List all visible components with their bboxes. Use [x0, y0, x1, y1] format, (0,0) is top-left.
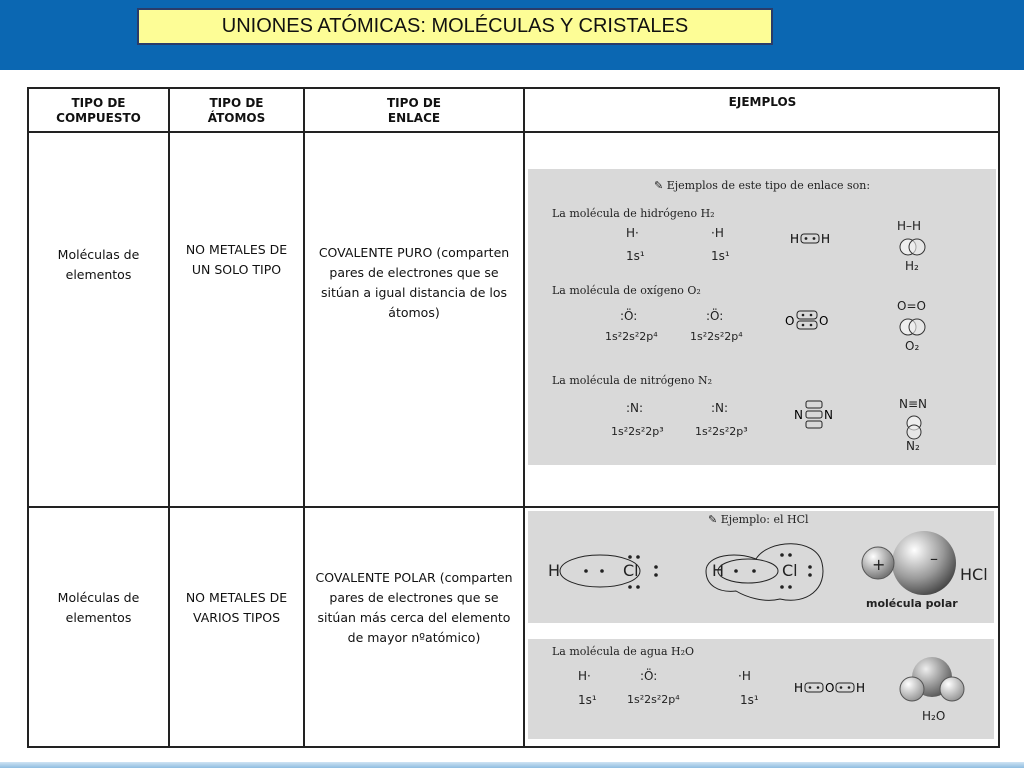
electron-pair-icon [784, 307, 836, 333]
svg-text:H: H [794, 681, 804, 695]
sphere-model-icon [896, 653, 968, 709]
row1-bond: COVALENTE PURO (comparten pares de electrones que se sitúan a igual distancia de los átomos) [318, 245, 510, 320]
water-config-o: 1s²2s²2p⁴ [627, 693, 680, 706]
water-atom-o: :Ö: [640, 669, 658, 683]
row1-compound: Moléculas de elementos [57, 246, 140, 282]
orbital-overlap-icon [898, 237, 928, 257]
svg-text:H: H [856, 681, 866, 695]
n2-label: La molécula de nitrógeno N₂ [552, 374, 712, 387]
electron-pair-icon [794, 675, 878, 701]
hcl-cl-symbol: Cl [623, 561, 639, 580]
o2-formula: O₂ [905, 339, 920, 353]
examples-heading: ✎ Ejemplos de este tipo de enlace son: [654, 179, 871, 192]
water-config-h2: 1s¹ [740, 693, 759, 707]
positive-charge: + [872, 555, 886, 574]
page-title: UNIONES ATÓMICAS: MOLÉCULAS Y CRISTALES [137, 8, 773, 45]
water-config-h1: 1s¹ [578, 693, 597, 707]
svg-text:O: O [825, 681, 835, 695]
header-bond-type: TIPO DE ENLACE [387, 96, 441, 125]
svg-text:O: O [819, 314, 829, 328]
hcl-example-panel [528, 511, 994, 623]
svg-text:H: H [821, 232, 831, 246]
bond-types-table [27, 87, 1000, 748]
column-divider [303, 89, 305, 746]
o2-atom-left: :Ö: [620, 309, 638, 323]
polar-molecule-caption: molécula polar [866, 597, 958, 610]
o2-label: La molécula de oxígeno O₂ [552, 284, 701, 297]
n2-formula: N₂ [906, 439, 920, 453]
o2-config-left: 1s²2s²2p⁴ [605, 330, 658, 343]
header-examples: EJEMPLOS [728, 95, 797, 109]
h2-formula: H₂ [905, 259, 919, 273]
hcl-formula: HCl [960, 565, 988, 584]
electron-pair-icon [790, 229, 838, 249]
svg-text:N: N [794, 408, 803, 422]
bullet-icon: ✎ [654, 179, 664, 192]
pure-covalent-examples-panel [528, 169, 996, 465]
bullet-icon: ✎ [708, 513, 718, 526]
row2-bond: COVALENTE POLAR (comparten pares de electrones que se sitúan más cerca del elemento de mayor nºatómico) [315, 570, 513, 645]
n2-atom-left: :N: [626, 401, 644, 415]
h2-bond-label: H–H [897, 219, 922, 233]
water-atom-h1: H· [578, 669, 591, 683]
o2-atom-right: :Ö: [706, 309, 724, 323]
h2-config-right: 1s¹ [711, 249, 730, 263]
hcl-h-symbol-2: H [712, 561, 725, 580]
o2-bond-label: O=O [897, 299, 926, 313]
n2-config-right: 1s²2s²2p³ [695, 425, 748, 438]
row2-atoms: NO METALES DE VARIOS TIPOS [185, 590, 288, 625]
hcl-heading: ✎ Ejemplo: el HCl [708, 513, 809, 526]
n2-config-left: 1s²2s²2p³ [611, 425, 664, 438]
h2-atom-right: ·H [711, 226, 724, 240]
svg-text:H: H [790, 232, 800, 246]
footer-band [0, 762, 1024, 768]
header-atom-type: TIPO DE ÁTOMOS [207, 96, 266, 125]
o2-config-right: 1s²2s²2p⁴ [690, 330, 743, 343]
n2-bond-label: N≡N [899, 397, 928, 411]
water-label: La molécula de agua H₂O [552, 645, 695, 658]
negative-charge: – [930, 549, 938, 568]
hcl-cl-symbol-2: Cl [782, 561, 798, 580]
svg-text:O: O [785, 314, 795, 328]
electron-pair-icon [794, 397, 838, 433]
water-atom-h2: ·H [738, 669, 751, 683]
column-divider [523, 89, 525, 746]
h2-label: La molécula de hidrógeno H₂ [552, 207, 715, 220]
water-formula: H₂O [922, 709, 946, 723]
row2-compound: Moléculas de elementos [57, 590, 140, 625]
h2-config-left: 1s¹ [626, 249, 645, 263]
orbital-overlap-icon [898, 317, 928, 337]
hcl-h-symbol: H [548, 561, 561, 580]
svg-text:N: N [824, 408, 833, 422]
h2-atom-left: H· [626, 226, 639, 240]
water-example-panel [528, 639, 994, 739]
n2-atom-right: :N: [711, 401, 729, 415]
header-compound-type: TIPO DE COMPUESTO [56, 96, 141, 125]
row1-atoms: NO METALES DE UN SOLO TIPO [185, 241, 288, 277]
